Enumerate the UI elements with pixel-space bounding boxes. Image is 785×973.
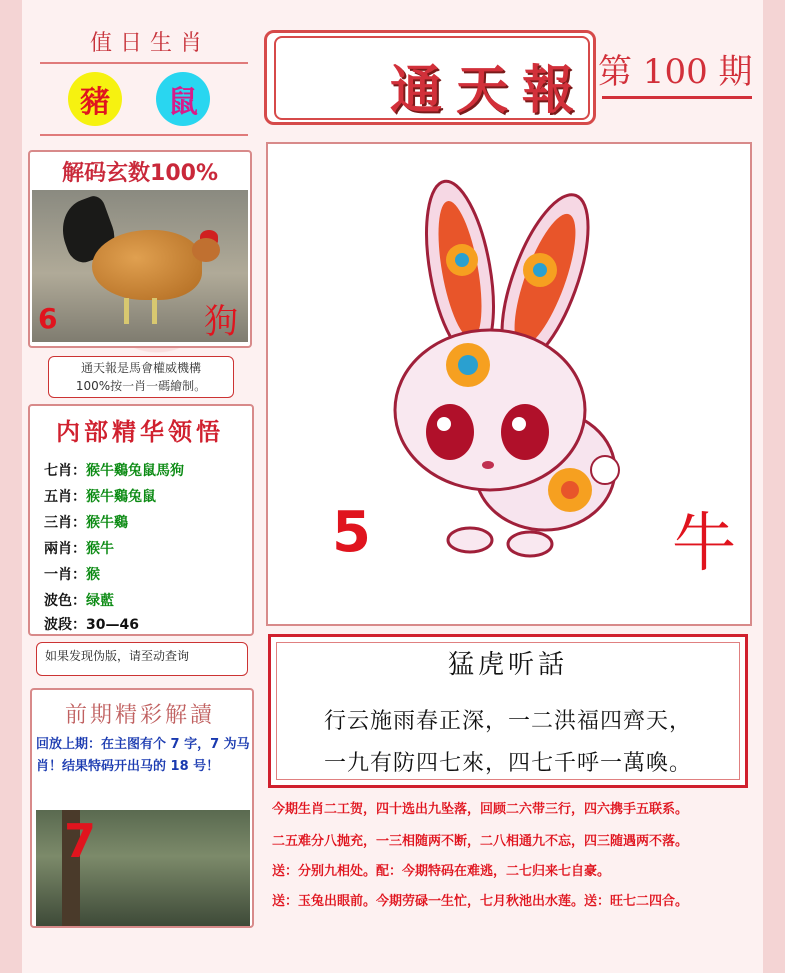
- authority-note-line2: 100%按一肖一碼繪制。: [75, 379, 207, 393]
- poem-line-2: 一九有防四七來，四七千呼一萬喚。: [323, 751, 692, 776]
- tip-label: 波段：: [44, 617, 86, 633]
- divider: [40, 62, 248, 64]
- tip-label: 一肖：: [44, 567, 86, 583]
- chicken-photo: [32, 190, 248, 342]
- hen-body: [92, 230, 202, 300]
- previous-photo: [36, 810, 250, 926]
- tip-row: [44, 486, 156, 506]
- tip-value: 猴牛鷄: [86, 515, 128, 531]
- decode-number: 6: [38, 302, 58, 335]
- rat-badge: 鼠: [156, 72, 210, 126]
- tip-row: [44, 538, 114, 558]
- previous-title: 前期精彩解讀: [64, 703, 215, 728]
- hen-leg: [124, 298, 129, 324]
- hen-head: [192, 238, 220, 262]
- tip-label: 五肖：: [44, 489, 86, 505]
- tip-label: 波色：: [44, 593, 86, 609]
- newspaper-title: 通天報: [390, 60, 589, 121]
- tip-row: [44, 460, 184, 480]
- tip-value: 猴: [86, 567, 100, 583]
- previous-text: 回放上期：在主图有个 7 字，7 为马肖！结果特码开出马的 18 号！: [36, 737, 250, 774]
- authority-note-line1: 通天報是馬會權威機構: [80, 361, 201, 375]
- issue-number: 第 100 期: [598, 52, 753, 92]
- main-animal: 牛: [672, 507, 736, 581]
- hen-leg: [152, 298, 157, 324]
- previous-number: 7: [64, 814, 97, 868]
- tip-value: 猴牛鷄兔鼠馬狗: [86, 463, 184, 479]
- fake-warning: 如果发现伪版，请至动查询: [36, 642, 248, 676]
- authority-note: [48, 356, 234, 398]
- tip-value: 猴牛: [86, 541, 114, 557]
- tip-label: 七肖：: [44, 463, 86, 479]
- bottom-line-4: 送：玉兔出眼前。今期劳碌一生忙，七月秋池出水莲。送：旺七二四合。: [272, 894, 689, 909]
- tip-value: 猴牛鷄兔鼠: [86, 489, 156, 505]
- zodiac-title: 值日生肖: [89, 31, 210, 56]
- poem-title: 猛虎听話: [447, 650, 568, 680]
- decode-title: 解码玄数100%: [62, 161, 218, 186]
- tip-row: [44, 512, 128, 532]
- tip-row: [44, 590, 114, 610]
- decode-animal: 狗: [204, 302, 238, 342]
- rabbit-illustration: [380, 170, 640, 570]
- tip-label: 兩肖：: [44, 541, 86, 557]
- tip-value: 30—46: [86, 617, 139, 633]
- tips-title: 内部精华领悟: [56, 418, 224, 446]
- bottom-line-1: 今期生肖二工贺，四十选出九坠落，回顾二六带三行，四六携手五联系。: [272, 802, 689, 817]
- bottom-line-2: 二五难分八抛充，一三相随两不断，二八相通九不忘，四三随遇两不落。: [272, 834, 689, 849]
- right-border-strip: [763, 0, 785, 973]
- issue-underline: [602, 96, 752, 99]
- divider: [40, 134, 248, 136]
- left-border-strip: [0, 0, 22, 973]
- main-number: 5: [332, 500, 371, 565]
- pig-badge: 豬: [68, 72, 122, 126]
- tip-value: 绿藍: [86, 593, 114, 609]
- tip-label: 三肖：: [44, 515, 86, 531]
- bottom-line-3: 送：分别九相处。配：今期特码在难逃，二七归来七自豪。: [272, 864, 611, 879]
- poem-line-1: 行云施雨春正深，一二洪福四齊天，: [323, 709, 692, 734]
- tip-row: [44, 614, 139, 634]
- tip-row: [44, 564, 100, 584]
